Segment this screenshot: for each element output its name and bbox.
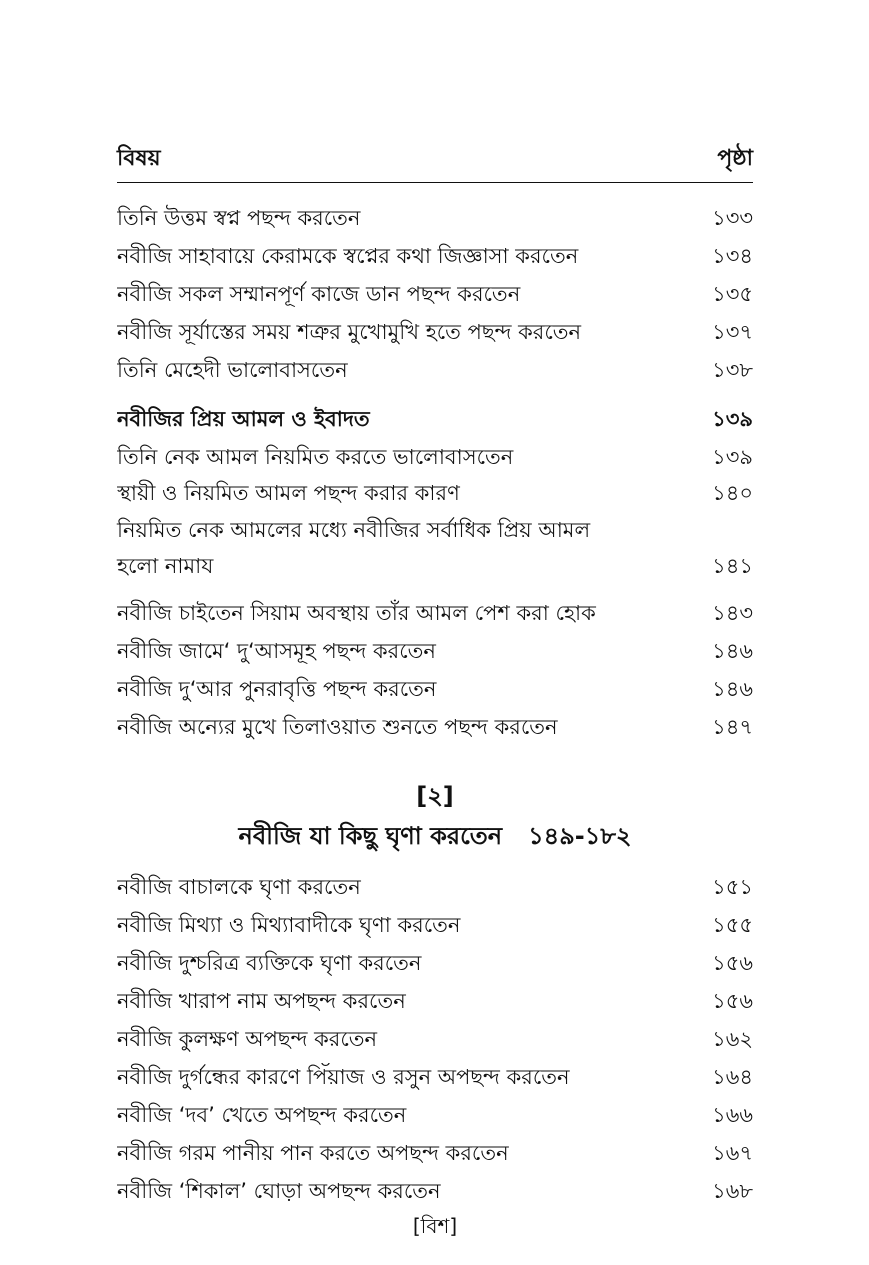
entry-title: তিনি নেক আমল নিয়মিত করতে ভালোবাসতেন [117,445,514,469]
toc-header [117,143,753,183]
entry-page: ১৬৬ [712,1103,753,1127]
entry-title: নবীজি জামে‘ দু‘আসমূহ পছন্দ করতেন [117,639,436,663]
toc-entry [117,1063,753,1091]
subheading-page: ১৩৯ [712,407,753,431]
entry-page: ১৪৭ [712,715,753,739]
entry-title: নবীজি অন্যের মুখে তিলাওয়াত শুনতে পছন্দ করতেন [117,715,558,739]
toc-entry [117,1101,753,1129]
entry-title: নবীজি ‘শিকাল’ ঘোড়া অপছন্দ করতেন [117,1179,441,1203]
entry-page: ১৩৩ [712,206,753,230]
entry-title-line1: নিয়মিত নেক আমলের মধ্যে নবীজির সর্বাধিক প্রিয় আমল [117,518,591,542]
section-page-range: ১৪৯-১৮২ [528,822,632,850]
toc-entry [117,356,753,384]
toc-subheading [117,405,753,433]
toc-entry [117,1139,753,1167]
entry-page: ১৫১ [712,875,753,899]
entry-page: ১৬৪ [712,1065,753,1089]
page-number-footer: [বিশ] [412,1214,458,1238]
entry-page: ১৪৬ [712,677,753,701]
entry-title: নবীজি মিথ্যা ও মিথ্যাবাদীকে ঘৃণা করতেন [117,913,461,937]
entry-title: নবীজি সকল সম্মানপূর্ণ কাজে ডান পছন্দ করতেন [117,282,521,306]
entry-title: নবীজি চাইতেন সিয়াম অবস্থায় তাঁর আমল পেশ করা হোক [117,601,596,625]
entry-title: নবীজি সূর্যাস্তের সময় শত্রুর মুখোমুখি হতে পছন্দ করতেন [117,320,582,344]
toc-entry [117,949,753,977]
section-title: নবীজি যা কিছু ঘৃণা করতেন [238,822,503,850]
entry-page: ১৪৬ [712,639,753,663]
entry-title: নবীজি খারাপ নাম অপছন্দ করতেন [117,989,406,1013]
toc-entry [117,280,753,308]
toc-entry [117,873,753,901]
entry-title: তিনি উত্তম স্বপ্ন পছন্দ করতেন [117,206,361,230]
entry-page: ১৬২ [712,1027,753,1051]
entry-page: ১৬৭ [712,1141,753,1165]
toc-entry [117,911,753,939]
entry-page: ১৫৬ [712,989,753,1013]
toc-entry [117,637,753,665]
page-column-heading: পৃষ্ঠা [717,146,753,171]
entry-title: নবীজি সাহাবায়ে কেরামকে স্বপ্নের কথা জিজ্ঞাসা করতেন [117,244,579,268]
subject-column-heading: বিষয় [117,146,161,171]
section-heading [117,818,753,858]
entry-page: ১৩৯ [712,445,753,469]
entry-page: ১৩৮ [712,358,753,382]
entry-title-line2: হলো নামায [117,554,214,578]
section-number: [২] [416,782,454,810]
entry-page: ১৩৫ [712,282,753,306]
toc-entry [117,713,753,741]
toc-entry [117,675,753,703]
entry-page: ১৬৮ [712,1179,753,1203]
entry-title: স্থায়ী ও নিয়মিত আমল পছন্দ করার কারণ [117,481,460,505]
toc-entry [117,1177,753,1205]
toc-page [117,0,753,1265]
entry-page: ১৪৩ [712,601,753,625]
entry-page: ১৫৫ [712,913,753,937]
toc-entry [117,242,753,270]
entry-title: নবীজি কুলক্ষণ অপছন্দ করতেন [117,1027,378,1051]
entry-title: নবীজি গরম পানীয় পান করতে অপছন্দ করতেন [117,1141,509,1165]
toc-entry-multiline [117,512,753,584]
entry-page: ১৫৬ [712,951,753,975]
entry-title: নবীজি দু‘আর পুনরাবৃত্তি পছন্দ করতেন [117,677,437,701]
toc-entry [117,318,753,346]
toc-entry [117,204,753,232]
subheading-title: নবীজির প্রিয় আমল ও ইবাদত [117,407,370,431]
entry-title: নবীজি দুশ্চরিত্র ব্যক্তিকে ঘৃণা করতেন [117,951,422,975]
toc-entry [117,599,753,627]
entry-page: ১৪১ [712,554,753,578]
entry-page: ১৩৪ [712,244,753,268]
entry-page: ১৪০ [712,481,753,505]
toc-entry [117,443,753,471]
entry-page: ১৩৭ [712,320,753,344]
toc-entry [117,479,753,507]
toc-entry [117,987,753,1015]
toc-entry [117,1025,753,1053]
entry-title: নবীজি বাচালকে ঘৃণা করতেন [117,875,361,899]
entry-line2-row [117,548,753,584]
entry-title: নবীজি দুর্গন্ধের কারণে পিঁয়াজ ও রসুন অপছন্দ করতেন [117,1065,570,1089]
entry-title: তিনি মেহেদী ভালোবাসতেন [117,358,348,382]
entry-title: নবীজি ‘দব’ খেতে অপছন্দ করতেন [117,1103,407,1127]
